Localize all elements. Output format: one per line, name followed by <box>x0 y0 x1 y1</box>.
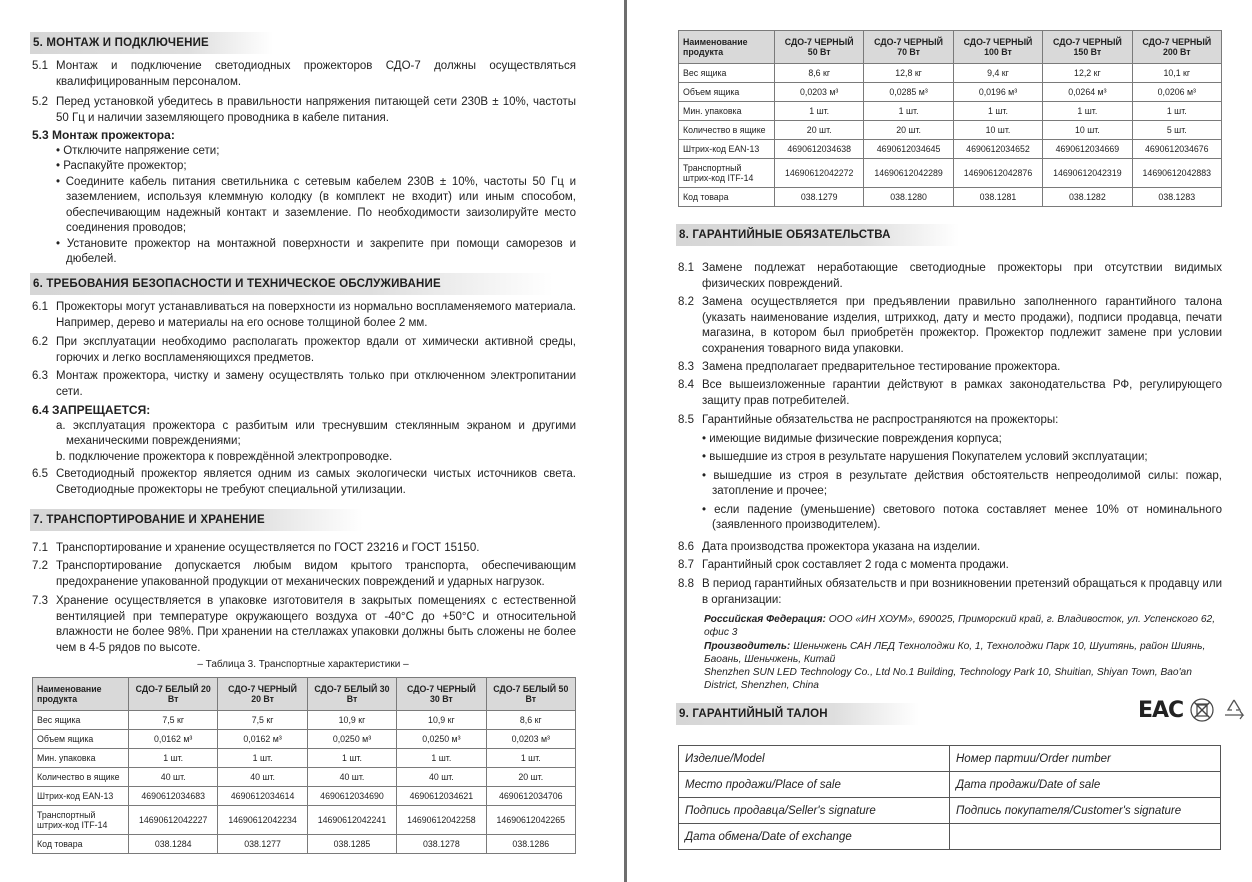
para-number: 6.1 <box>32 301 48 313</box>
manufacturer-english: Shenzhen SUN LED Technology Co., Ltd No.1 Building, Technology Park 10, Shuitian, Shiyan Town, Bao'an District, Shenzhen, China <box>704 667 1192 691</box>
table-cell: 1 шт. <box>953 102 1042 121</box>
table-cell: Вес ящика <box>679 64 775 83</box>
para-text: Прожекторы могут устанавливаться на поверхности из нормально воспламеняемого материала. Например, дерево и материалы на его основе толщиной более 2 мм. <box>56 301 576 329</box>
table-cell: 4690612034652 <box>953 140 1042 159</box>
table-row <box>33 711 576 730</box>
table-cell: 14690612042234 <box>218 806 307 835</box>
para-6-3 <box>30 369 576 400</box>
warranty-coupon <box>678 745 1221 850</box>
table-cell: Транспортный штрих-код ITF-14 <box>679 159 775 188</box>
table-cell: 038.1279 <box>775 188 864 207</box>
table-cell: 7,5 кг <box>129 711 218 730</box>
subsection-heading: 5.3 Монтаж прожектора: <box>32 128 175 142</box>
list-item: • вышедшие из строя в результате действия обстоятельств непреодолимой силы: пожар, затопление и прочее; <box>702 469 1222 497</box>
org-label: Производитель: <box>704 641 791 652</box>
list-item: • Отключите напряжение сети; <box>56 144 220 157</box>
para-number: 6.5 <box>32 468 48 480</box>
table-cell: 14690612042272 <box>775 159 864 188</box>
table-header-cell: СДО-7 БЕЛЫЙ 20 Вт <box>129 678 218 711</box>
para-8-8 <box>676 577 1222 608</box>
table-row <box>679 83 1222 102</box>
table-header-cell: СДО-7 БЕЛЫЙ 30 Вт <box>307 678 396 711</box>
table-cell: 0,0264 м³ <box>1043 83 1132 102</box>
table-cell: 14690612042289 <box>864 159 953 188</box>
para-number: 8.4 <box>678 379 694 391</box>
table-row <box>33 835 576 854</box>
table-header-cell: СДО-7 ЧЕРНЫЙ 200 Вт <box>1132 31 1221 64</box>
para-number: 8.2 <box>678 296 694 308</box>
subsection-heading: 6.4 ЗАПРЕЩАЕТСЯ: <box>32 403 151 417</box>
para-8-7 <box>676 558 1222 574</box>
coupon-cell: Подпись продавца/Seller's signature <box>679 798 950 824</box>
table-cell: 038.1285 <box>307 835 396 854</box>
table-cell: Код товара <box>679 188 775 207</box>
table-header-cell: СДО-7 ЧЕРНЫЙ 70 Вт <box>864 31 953 64</box>
table-cell: Объем ящика <box>33 730 129 749</box>
table-cell: 038.1278 <box>397 835 486 854</box>
coupon-cell: Изделие/Model <box>679 746 950 772</box>
para-5-1 <box>30 59 576 90</box>
para-text: Все вышеизложенные гарантии действуют в рамках законодательства РФ, регулирующего защиту прав потребителей. <box>702 379 1222 407</box>
table-caption: – Таблица 3. Транспортные характеристики – <box>197 659 409 670</box>
para-text: Перед установкой убедитесь в правильности напряжения питающей сети 230В ± 10%, частоты 50 Гц и наличии заземляющего проводника в кабеле питания. <box>56 96 576 124</box>
table-cell: 1 шт. <box>129 749 218 768</box>
coupon-cell: Место продажи/Place of sale <box>679 772 950 798</box>
list-item: a. эксплуатация прожектора с разбитым или треснувшим стеклянным экраном и другими механическими повреждениями; <box>56 419 576 447</box>
table-cell: 4690612034676 <box>1132 140 1221 159</box>
table-cell: 038.1277 <box>218 835 307 854</box>
table-cell: 1 шт. <box>397 749 486 768</box>
table-cell: 14690612042227 <box>129 806 218 835</box>
coupon-cell: Дата обмена/Date of exchange <box>679 824 950 850</box>
table-cell: 038.1283 <box>1132 188 1221 207</box>
table-row <box>679 159 1222 188</box>
table-cell: 038.1284 <box>129 835 218 854</box>
table-header-row <box>679 31 1222 64</box>
section-9-heading: 9. ГАРАНТИЙНЫЙ ТАЛОН <box>676 703 919 725</box>
transport-table-left <box>32 677 576 854</box>
table-cell: 4690612034645 <box>864 140 953 159</box>
para-number: 8.8 <box>678 578 694 590</box>
table-cell: 4690612034706 <box>486 787 575 806</box>
para-text: Гарантийные обязательства не распространяются на прожекторы: <box>702 414 1059 426</box>
para-text: При эксплуатации необходимо располагать прожектор вдали от химически активной среды, горючих и легко воспламеняющихся предметов. <box>56 336 576 364</box>
coupon-row <box>679 746 1221 772</box>
certification-marks <box>1138 697 1247 723</box>
para-5-2 <box>30 95 576 126</box>
para-number: 7.3 <box>32 595 48 607</box>
table-row <box>679 102 1222 121</box>
table-cell: 12,2 кг <box>1043 64 1132 83</box>
para-6-2 <box>30 335 576 366</box>
table-cell: Количество в ящике <box>679 121 775 140</box>
table-cell: 0,0162 м³ <box>129 730 218 749</box>
para-text: Дата производства прожектора указана на изделии. <box>702 541 981 553</box>
coupon-cell <box>950 824 1221 850</box>
table-cell: 8,6 кг <box>775 64 864 83</box>
para-number: 7.1 <box>32 542 48 554</box>
table-cell: 0,0285 м³ <box>864 83 953 102</box>
table-cell: 10,9 кг <box>397 711 486 730</box>
table-cell: 14690612042265 <box>486 806 575 835</box>
table-row <box>33 787 576 806</box>
table-cell: 10,9 кг <box>307 711 396 730</box>
table-cell: 20 шт. <box>775 121 864 140</box>
list-item: • Установите прожектор на монтажной поверхности и закрепите при помощи саморезов и дюбелей. <box>56 237 576 265</box>
para-number: 8.1 <box>678 262 694 274</box>
para-7-2 <box>30 559 576 590</box>
table-cell: 1 шт. <box>218 749 307 768</box>
table-cell: 12,8 кг <box>864 64 953 83</box>
table-cell: 0,0250 м³ <box>307 730 396 749</box>
table-cell: 4690612034690 <box>307 787 396 806</box>
table-cell: 0,0203 м³ <box>486 730 575 749</box>
table-cell: 40 шт. <box>129 768 218 787</box>
manufacturer <box>704 640 1222 666</box>
table-cell: Мин. упаковка <box>679 102 775 121</box>
para-text: Гарантийный срок составляет 2 года с момента продажи. <box>702 559 1009 571</box>
para-number: 5.1 <box>32 60 48 72</box>
table-cell: 9,4 кг <box>953 64 1042 83</box>
para-8-4 <box>676 378 1222 409</box>
table-cell: 20 шт. <box>864 121 953 140</box>
no-waste-bin-icon <box>1189 697 1215 723</box>
table-cell: Штрих-код EAN-13 <box>679 140 775 159</box>
table-cell: 0,0196 м³ <box>953 83 1042 102</box>
table-row <box>679 121 1222 140</box>
recycle-icon <box>1221 697 1247 723</box>
section-5-heading: 5. МОНТАЖ И ПОДКЛЮЧЕНИЕ <box>30 32 273 54</box>
eac-mark: ЕАС <box>1138 697 1184 723</box>
org-label: Российская Федерация: <box>704 614 826 625</box>
table-cell: 1 шт. <box>1132 102 1221 121</box>
table-row <box>679 188 1222 207</box>
table-cell: Количество в ящике <box>33 768 129 787</box>
table-cell: 1 шт. <box>1043 102 1132 121</box>
para-8-6 <box>676 540 1222 556</box>
para-6-5 <box>30 467 576 498</box>
table-cell: 4690612034621 <box>397 787 486 806</box>
transport-table-right <box>678 30 1222 207</box>
table-row <box>679 140 1222 159</box>
list-item: • имеющие видимые физические повреждения корпуса; <box>702 432 1002 445</box>
list-item: • Распакуйте прожектор; <box>56 160 187 172</box>
table-cell: 10,1 кг <box>1132 64 1221 83</box>
table-cell: 20 шт. <box>486 768 575 787</box>
table-row <box>679 64 1222 83</box>
list-item: b. подключение прожектора к повреждённой электропроводке. <box>56 450 393 463</box>
table-cell: 1 шт. <box>486 749 575 768</box>
para-number: 5.2 <box>32 96 48 108</box>
para-text: Замене подлежат неработающие светодиодные прожекторы при отсутствии видимых физических повреждений. <box>702 262 1222 290</box>
table-cell: 40 шт. <box>397 768 486 787</box>
table-cell: 4690612034669 <box>1043 140 1132 159</box>
para-8-1 <box>676 261 1222 292</box>
table-cell: 038.1282 <box>1043 188 1132 207</box>
coupon-row <box>679 772 1221 798</box>
table-cell: 0,0162 м³ <box>218 730 307 749</box>
table-cell: Штрих-код EAN-13 <box>33 787 129 806</box>
table-header-cell: СДО-7 БЕЛЫЙ 50 Вт <box>486 678 575 711</box>
table-cell: 0,0250 м³ <box>397 730 486 749</box>
section-7-heading: 7. ТРАНСПОРТИРОВАНИЕ И ХРАНЕНИЕ <box>30 509 363 531</box>
org-text: Шеньчжень САН ЛЕД Технолоджи Ко, 1, Технолоджи Парк 10, Шуитянь, район Шиянь, Баоань, Шеньчжень, Китай <box>704 641 1206 665</box>
table-cell: 038.1281 <box>953 188 1042 207</box>
table-cell: 40 шт. <box>307 768 396 787</box>
table-cell: 1 шт. <box>775 102 864 121</box>
para-text: Светодиодный прожектор является одним из самых экологически чистых источников света. Светодиодные прожекторы не требуют специальной утилизации. <box>56 468 576 496</box>
para-number: 8.7 <box>678 559 694 571</box>
table-cell: 14690612042258 <box>397 806 486 835</box>
list-item: • вышедшие из строя в результате нарушения Покупателем условий эксплуатации; <box>702 451 1148 463</box>
table-cell: 14690612042883 <box>1132 159 1221 188</box>
table-cell: 0,0206 м³ <box>1132 83 1221 102</box>
table-header-cell: Наименование продукта <box>679 31 775 64</box>
section-8-heading: 8. ГАРАНТИЙНЫЕ ОБЯЗАТЕЛЬСТВА <box>676 224 959 246</box>
para-text: Транспортирование и хранение осуществляется по ГОСТ 23216 и ГОСТ 15150. <box>56 542 480 554</box>
table-cell: 1 шт. <box>864 102 953 121</box>
table-cell: Мин. упаковка <box>33 749 129 768</box>
para-text: Монтаж и подключение светодиодных прожекторов СДО-7 должны осуществляться квалифицированным персоналом. <box>56 60 576 88</box>
para-text: Транспортирование допускается любым видом крытого транспорта, обеспечивающим предохранение упакованной продукции от механических повреждений и ударных нагрузок. <box>56 560 576 588</box>
para-5-3 <box>30 128 576 268</box>
table-header-row <box>33 678 576 711</box>
para-6-1 <box>30 300 576 331</box>
list-item: • если падение (уменьшение) светового потока составляет менее 10% от номинального (заявленного производителем). <box>702 503 1222 531</box>
para-6-4 <box>30 403 576 465</box>
section-6-heading: 6. ТРЕБОВАНИЯ БЕЗОПАСНОСТИ И ТЕХНИЧЕСКОЕ ОБСЛУЖИВАНИЕ <box>30 273 553 295</box>
coupon-row <box>679 798 1221 824</box>
table-row <box>33 730 576 749</box>
page-divider <box>624 0 627 882</box>
table-cell: 7,5 кг <box>218 711 307 730</box>
para-text: Замена осуществляется при предъявлении правильно заполненного гарантийного талона (указать наименование изделия, штрихкод, дату и место продажи), подписи продавца, печати магазина, в котором был приобретён прожектор. Прожектор подлежит замене при условии сохранения товарного вида упаковки. <box>702 296 1222 355</box>
para-number: 8.6 <box>678 541 694 553</box>
para-7-3 <box>30 594 576 656</box>
table-header-cell: СДО-7 ЧЕРНЫЙ 150 Вт <box>1043 31 1132 64</box>
table-cell: 10 шт. <box>1043 121 1132 140</box>
table-cell: 038.1286 <box>486 835 575 854</box>
table-row <box>33 768 576 787</box>
table-cell: 4690612034638 <box>775 140 864 159</box>
para-7-1 <box>30 541 576 557</box>
para-number: 7.2 <box>32 560 48 572</box>
para-number: 8.5 <box>678 414 694 426</box>
coupon-cell: Номер партии/Order number <box>950 746 1221 772</box>
table-header-cell: СДО-7 ЧЕРНЫЙ 20 Вт <box>218 678 307 711</box>
para-text: Хранение осуществляется в упаковке изготовителя в закрытых помещениях с естественной вентиляцией при температуре окружающего воздуха от -40°С до +50°С и относительной влажности не более 98%. При хранении на стеллажах упаковки должны быть сложены не более чем в 4-5 рядов по высоте. <box>56 595 576 654</box>
coupon-cell: Подпись покупателя/Customer's signature <box>950 798 1221 824</box>
para-number: 8.3 <box>678 361 694 373</box>
table-cell: 1 шт. <box>307 749 396 768</box>
table-cell: 14690612042241 <box>307 806 396 835</box>
para-8-3 <box>676 360 1222 376</box>
para-8-2 <box>676 295 1222 357</box>
table-cell: 14690612042876 <box>953 159 1042 188</box>
coupon-cell: Дата продажи/Date of sale <box>950 772 1221 798</box>
table-header-cell: СДО-7 ЧЕРНЫЙ 50 Вт <box>775 31 864 64</box>
table-cell: Объем ящика <box>679 83 775 102</box>
table-cell: 4690612034614 <box>218 787 307 806</box>
table-cell: 0,0203 м³ <box>775 83 864 102</box>
table-header-cell: СДО-7 ЧЕРНЫЙ 100 Вт <box>953 31 1042 64</box>
coupon-row <box>679 824 1221 850</box>
para-8-5 <box>676 413 1222 534</box>
table-cell: 4690612034683 <box>129 787 218 806</box>
table-cell: 10 шт. <box>953 121 1042 140</box>
org-text: ООО «ИН ХОУМ», 690025, Приморский край, г. Владивосток, ул. Успенского 62, офис 3 <box>704 614 1216 638</box>
table-cell: 14690612042319 <box>1043 159 1132 188</box>
table-cell: 8,6 кг <box>486 711 575 730</box>
table-cell: 40 шт. <box>218 768 307 787</box>
para-text: В период гарантийных обязательств и при возникновении претензий обращаться к продавцу или в организации: <box>702 578 1222 606</box>
table-cell: Код товара <box>33 835 129 854</box>
para-text: Монтаж прожектора, чистку и замену осуществлять только при отключенном электропитании сети. <box>56 370 576 398</box>
para-number: 6.2 <box>32 336 48 348</box>
table-cell: Вес ящика <box>33 711 129 730</box>
table-header-cell: Наименование продукта <box>33 678 129 711</box>
table-cell: 038.1280 <box>864 188 953 207</box>
seller-organization <box>704 613 1222 639</box>
list-item: • Соедините кабель питания светильника с сетевым кабелем 230В ± 10%, частоты 50 Гц и заземлением, используя клеммную колодку (в комплект не входит) или иным способом, обеспечивающим надежный контакт и заземление. По необходимости заизолируйте место соединения проводов; <box>56 175 576 234</box>
table-header-cell: СДО-7 ЧЕРНЫЙ 30 Вт <box>397 678 486 711</box>
table-cell: 5 шт. <box>1132 121 1221 140</box>
table-row <box>33 749 576 768</box>
para-text: Замена предполагает предварительное тестирование прожектора. <box>702 361 1061 373</box>
table-row <box>33 806 576 835</box>
para-number: 6.3 <box>32 370 48 382</box>
table-cell: Транспортный штрих-код ITF-14 <box>33 806 129 835</box>
